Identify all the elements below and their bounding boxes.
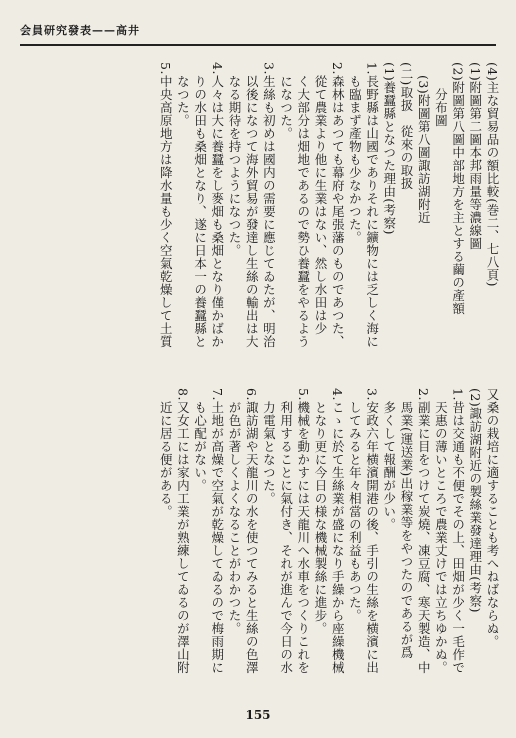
text-column: (2)諏訪湖附近の製絲業發達理由(考察) — [467, 388, 483, 613]
text-column: 3.生絲も初めは國内の需要に應じてゐたが、明治 — [261, 62, 277, 348]
text-column: (二)取扱 從來の取扱 — [399, 62, 414, 190]
text-column: 4.人々は大に養蠶をし麥畑も桑畑となり僅かばか — [209, 62, 225, 348]
text-column: してみると年々相當の利益もあつた。 — [347, 388, 363, 622]
text-column: なつた。 — [175, 62, 191, 127]
text-column: 從て農業より他に生業はない、然し水田は少 — [313, 62, 328, 335]
text-column: 3.安政六年横濱開港の後、手引の生絲を横濱に出 — [364, 388, 380, 674]
text-column: 1.昔は交通も不便でその上、田畑が少く一毛作で — [450, 388, 466, 674]
page-number: 155 — [245, 708, 271, 722]
text-column: 以後になつて海外貿易が發達し生絲の輸出は大 — [244, 62, 260, 348]
text-column: く大部分は畑地であるので勢ひ養蠶をやるよう — [295, 62, 311, 348]
text-column: 力電氣となつた。 — [261, 388, 277, 505]
text-column: も臨まず產物も少なかつた。 — [347, 62, 363, 244]
text-column: 利用することに氣付き、それが進んで今日の水 — [278, 388, 294, 674]
text-column: 1.長野縣は山國でありそれに鑛物には乏しく海に — [364, 62, 380, 348]
text-column: 天惠の薄いところで農業丈けでは立ちゆかぬ。 — [433, 388, 449, 674]
text-column: なる期待を持つようになつた。 — [227, 62, 242, 257]
text-column: 7.土地が高燥で空氣が乾燥してゐるので梅雨期に — [209, 388, 225, 674]
text-column: 2.森林はあつても幕府や尾張藩のものであつた、 — [330, 62, 346, 348]
text-column: 又桑の栽培に適することも考へねばならぬ。 — [485, 388, 500, 648]
text-column: 2.副業に目をつけて炭燒、凍豆腐、寒天製造、中 — [416, 388, 432, 674]
header-rule — [20, 44, 496, 46]
text-column: 馬業(運送業)出稼業等をやつたのであるが爲 — [399, 388, 414, 659]
text-column: 4.こゝに於て生絲業が盛になり手繰から座繰機械 — [330, 388, 346, 674]
text-column: (1)養蠶縣となつた理由(考察) — [381, 62, 397, 235]
text-column: 8.又女工には家内工業が熟練してゐるのが澤山附 — [175, 388, 191, 674]
text-column: りの水田も桑畑となり、遂に日本一の養蠶縣と — [192, 62, 208, 348]
text-column: 分布圖 — [433, 62, 449, 127]
text-column: (4)主な貿易品の額比較(巻二、七八頁) — [485, 62, 500, 287]
text-column: 近に居る便がある。 — [158, 388, 174, 518]
text-column: 5.機械を動かすには天龍川へ水車をつくりこれを — [295, 388, 311, 674]
text-column: 6.諏訪湖や天龍川の水を使つてみると生絲の色澤 — [244, 388, 260, 674]
text-column: が色が著しくよくなることがわかつた。 — [227, 388, 242, 635]
text-column: (2)附圖第八圖中部地方を主とする繭の產額 — [450, 62, 466, 316]
text-column: になつた。 — [278, 62, 294, 140]
text-column: (3)附圖第八圖諏訪湖附近 — [416, 62, 432, 225]
text-column: も心配がない。 — [192, 388, 208, 492]
text-column: (1)附圖第二圖本邦雨量等濃線圖 — [467, 62, 483, 251]
text-column: となり更に今日の様な機械製絲に進步。 — [313, 388, 328, 635]
text-column: 多くして報酬が少い。 — [381, 388, 397, 531]
running-header: 会員研究發表——高井 — [20, 24, 140, 37]
text-column: 5.中央高原地方は降水量も少く空氣乾燥して土質 — [158, 62, 174, 348]
